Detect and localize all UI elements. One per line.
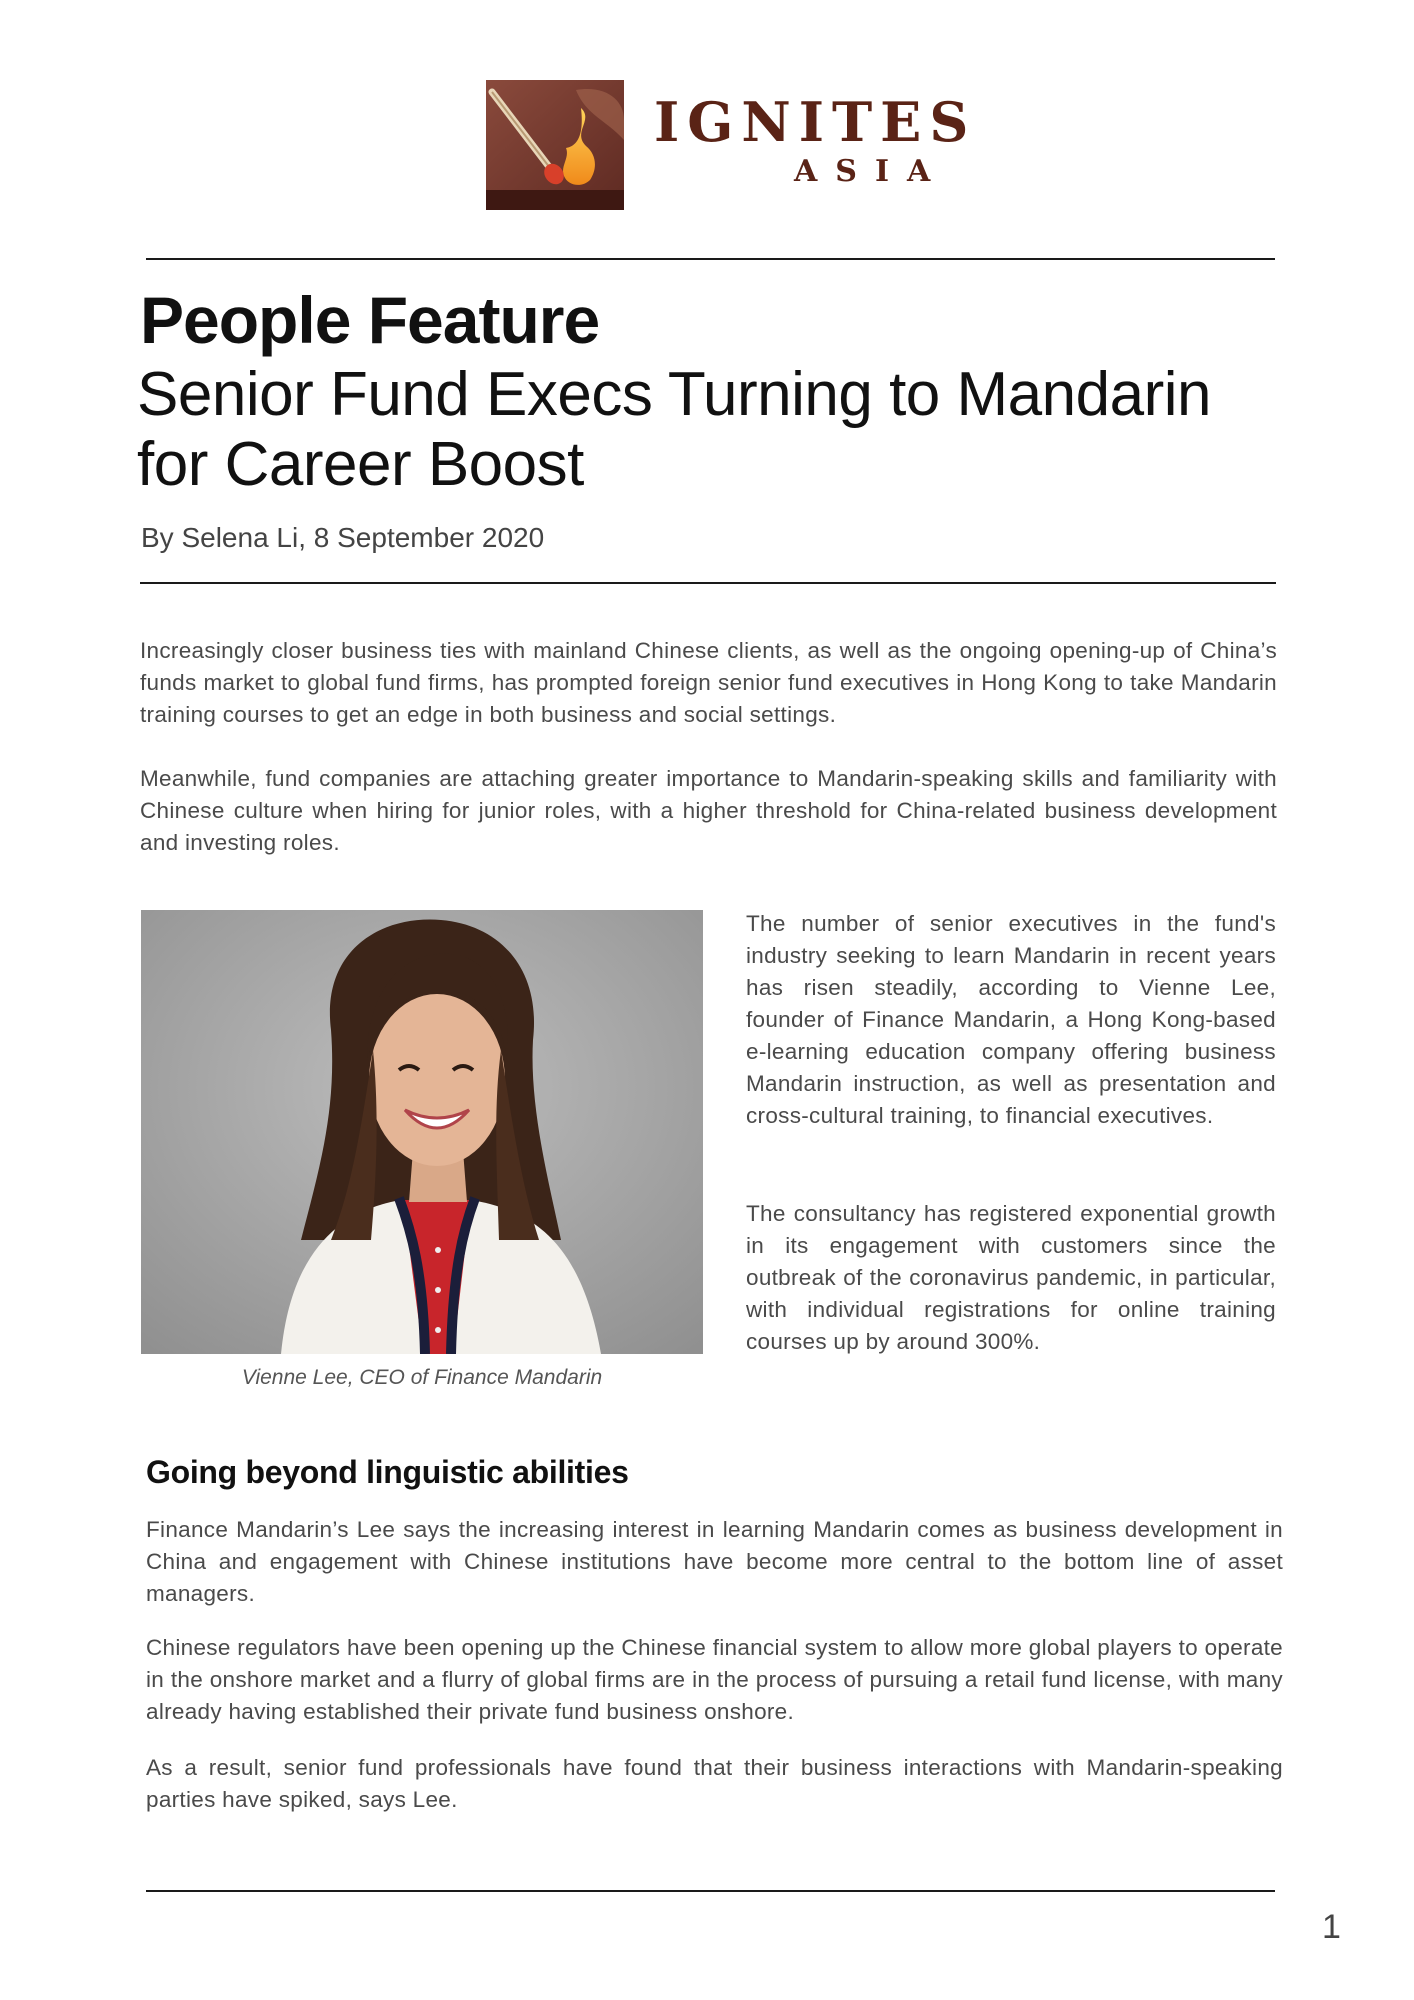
logo-wordmark bbox=[654, 90, 977, 190]
article-headline bbox=[137, 360, 1287, 500]
byline-divider bbox=[140, 582, 1276, 584]
headline-line-2: for Career Boost bbox=[137, 430, 584, 499]
portrait-photo bbox=[141, 910, 703, 1354]
side-paragraph-1: The number of senior executives in the fund's industry seeking to learn Mandarin in recent years has risen steadily, according to Vienne Lee, founder of Finance Mandarin, a Hong Kong-based e-learning education company offering business Mandarin instruction, as well as presentation and cross-cultural training, to financial executives. bbox=[746, 911, 1276, 1128]
logo-mark bbox=[486, 80, 624, 210]
side-paragraph-2: The consultancy has registered exponential growth in its engagement with customers since the outbreak of the coronavirus pandemic, in particular, with individual registrations for online training courses up by around 300%. bbox=[746, 1201, 1276, 1354]
body-paragraph-2: Chinese regulators have been opening up the Chinese financial system to allow more global players to operate in the onshore market and a flurry of global firms are in the process of pursuing a retail fund license, with many already having established their private fund business onshore. bbox=[146, 1635, 1283, 1724]
headline-line-1: Senior Fund Execs Turning to Mandarin bbox=[137, 360, 1211, 429]
footer-divider bbox=[146, 1890, 1275, 1892]
logo-line-asia: ASIA bbox=[794, 154, 949, 189]
body-paragraph-3: As a result, senior fund professionals have found that their business interactions with Mandarin-speaking parties have spiked, says Lee. bbox=[146, 1755, 1283, 1812]
page-number: 1 bbox=[1322, 1908, 1341, 1946]
match-flame-icon bbox=[486, 80, 624, 210]
intro-paragraph-1: Increasingly closer business ties with mainland Chinese clients, as well as the ongoing opening-up of China’s funds market to global fund firms, has prompted foreign senior fund executives in Hong Kong to take Mandarin training courses to get an edge in both business and social settings. bbox=[140, 638, 1277, 727]
byline: By Selena Li, 8 September 2020 bbox=[141, 522, 545, 553]
intro-paragraph-2: Meanwhile, fund companies are attaching greater importance to Mandarin-speaking skills and familiarity with Chinese culture when hiring for junior roles, with a higher threshold for China-related business development and investing roles. bbox=[140, 766, 1277, 855]
logo-line-ignites: IGNITES bbox=[654, 90, 977, 154]
section-label: People Feature bbox=[140, 283, 600, 357]
top-divider bbox=[146, 258, 1275, 260]
body-paragraph-1: Finance Mandarin’s Lee says the increasing interest in learning Mandarin comes as business development in China and engagement with Chinese institutions have become more central to the bottom line of asset managers. bbox=[146, 1517, 1283, 1606]
portrait-image bbox=[141, 910, 703, 1354]
photo-caption: Vienne Lee, CEO of Finance Mandarin bbox=[241, 1366, 603, 1389]
section-subheading: Going beyond linguistic abilities bbox=[146, 1454, 629, 1490]
